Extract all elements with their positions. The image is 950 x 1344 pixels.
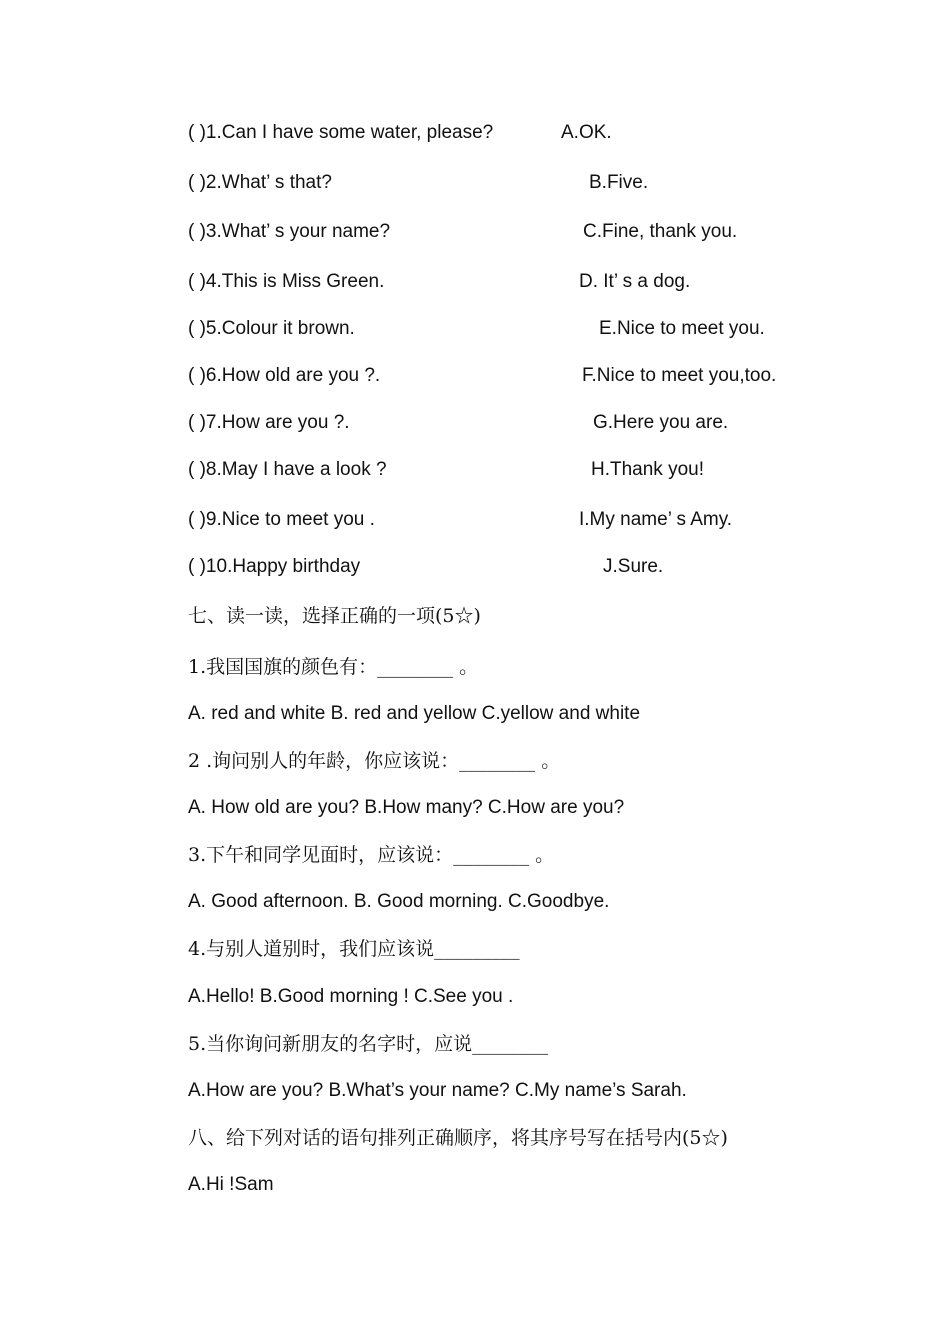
- section-8-line-a: A.Hi !Sam: [188, 1174, 274, 1195]
- section-7-options-4: A.Hello! B.Good morning ! C.See you .: [188, 986, 514, 1007]
- section-7-options-5: A.How are you? B.What’s your name? C.My name’s Sarah.: [188, 1080, 687, 1101]
- section-7-question-4: 4.与别人道别时，我们应该说_________: [188, 938, 520, 960]
- match-answer-a: A.OK.: [561, 122, 612, 143]
- match-answer-f: F.Nice to meet you,too.: [582, 365, 777, 386]
- section-7-options-3: A. Good afternoon. B. Good morning. C.Goodbye.: [188, 891, 610, 912]
- match-answer-e: E.Nice to meet you.: [599, 318, 765, 339]
- match-answer-b: B.Five.: [589, 172, 649, 193]
- match-answer-h: H.Thank you!: [591, 459, 704, 480]
- section-7-question-2: 2 .询问别人的年龄，你应该说：________ 。: [188, 750, 561, 772]
- match-answer-i: I.My name’ s Amy.: [579, 509, 733, 530]
- match-answer-j: J.Sure.: [603, 556, 664, 577]
- section-7-question-1: 1.我国国旗的颜色有：________ 。: [188, 656, 479, 678]
- match-question-8: ( )8.May I have a look ?: [188, 459, 387, 480]
- match-question-6: ( )6.How old are you ?.: [188, 365, 381, 386]
- section-7-question-3: 3.下午和同学见面时，应该说：________ 。: [188, 844, 555, 866]
- section-7-title: 七、读一读，选择正确的一项(5☆): [188, 605, 481, 627]
- match-question-10: ( )10.Happy birthday: [188, 556, 361, 577]
- section-7-options-2: A. How old are you? B.How many? C.How are you?: [188, 797, 625, 818]
- match-answer-c: C.Fine, thank you.: [583, 221, 738, 242]
- match-answer-g: G.Here you are.: [593, 412, 729, 433]
- match-question-3: ( )3.What’ s your name?: [188, 221, 391, 242]
- section-7-question-5: 5.当你询问新朋友的名字时，应说________: [188, 1033, 549, 1055]
- match-question-7: ( )7.How are you ?.: [188, 412, 350, 433]
- match-question-2: ( )2.What’ s that?: [188, 172, 332, 193]
- match-question-4: ( )4.This is Miss Green.: [188, 271, 385, 292]
- section-7-options-1: A. red and white B. red and yellow C.yellow and white: [188, 703, 641, 724]
- match-question-5: ( )5.Colour it brown.: [188, 318, 355, 339]
- match-question-1: ( )1.Can I have some water, please?: [188, 122, 494, 143]
- match-question-9: ( )9.Nice to meet you .: [188, 509, 375, 530]
- section-8-title: 八、给下列对话的语句排列正确顺序，将其序号写在括号内(5☆): [188, 1127, 728, 1149]
- match-answer-d: D. It’ s a dog.: [579, 271, 691, 292]
